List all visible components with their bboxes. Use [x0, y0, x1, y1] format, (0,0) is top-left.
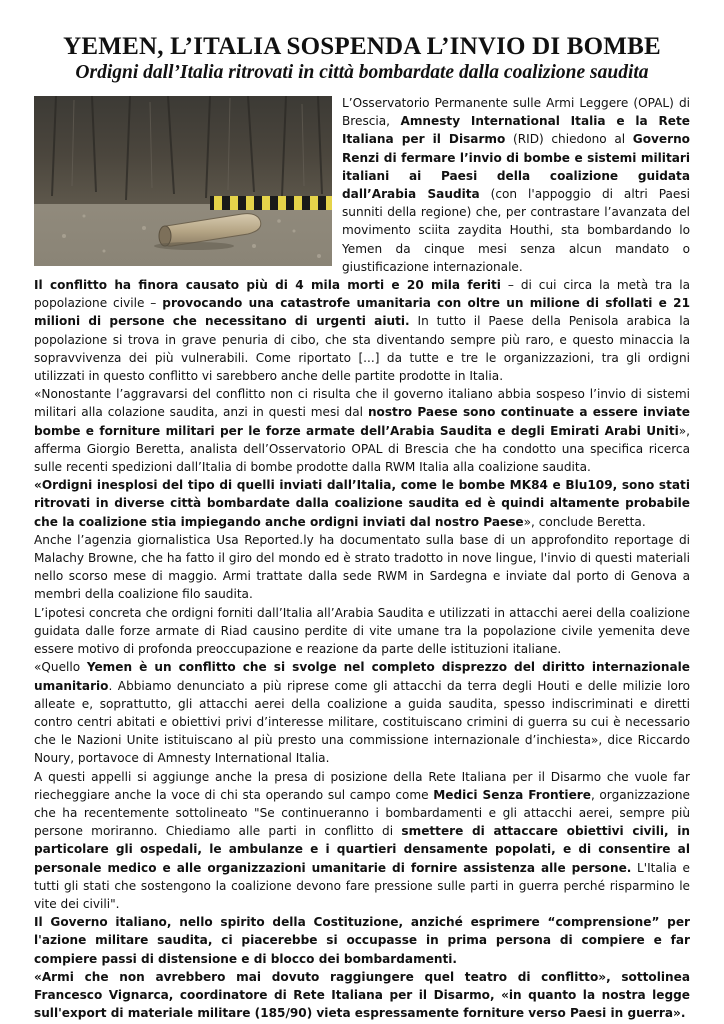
- paragraph-2: Il conflitto ha finora causato più di 4 mila morti e 20 mila feriti – di cui circa la metà tra la popolazione civile – provocando una catastrofe umanitaria con oltre un milione di sfollati e 21 milioni di persone che necessitano di urgenti aiuti. In tutto il Paese della Penisola arabica la popolazione si trova in grave penuria di cibo, che sta diventando sempre più raro, e questo minaccia la sopravvivenza dei più vulnerabili. Come riportato [...] da tutte e tre le organizzazioni, tra gli ordigni utilizzati in questo conflitto vi sarebbero anche delle partite prodotte in Italia.: [34, 278, 691, 384]
- page-title: YEMEN, L’ITALIA SOSPENDA L’INVIO DI BOMBE: [63, 33, 661, 60]
- document-page: [34, 32, 690, 1022]
- paragraph-5: Anche l’agenzia giornalistica Usa Reported.ly ha documentato sulla base di un approfondito reportage di Malachy Browne, che ha fatto il giro del mondo ed è strato tradotto in nove lingue, l'invio di questi materiali nello scorso mese di maggio. Armi trattate dalla sede RWM in Sardegna e inviate dal porto di Genova a membri della coalizione filo saudita.: [34, 532, 690, 602]
- bomb-on-ground-photo: [34, 96, 332, 266]
- article-body: [34, 94, 690, 1022]
- paragraph-6: L’ipotesi concreta che ordigni forniti dall’Italia all’Arabia Saudita e utilizzati in attacchi aerei della coalizione guidata dalle forze armate di Riad causino perdite di vite umane tra la popolazione civile yemenita deve essere motivo di profonda preoccupazione e reazione da parte delle istituzioni italiane.: [34, 605, 690, 657]
- paragraph-3: «Nonostante l’aggravarsi del conflitto non ci risulta che il governo italiano abbia sospeso l’invio di sistemi militari alla colazione saudita, anzi in questi mesi dal nostro Paese sono continuate a essere inviate bombe e forniture militari per le forze armate dell’Arabia Saudita e degli Emirati Arabi Uniti», afferma Giorgio Beretta, analista dell’Osservatorio OPAL di Brescia che ha condotto una specifica ricerca sulle recenti spedizioni dall’Italia di bombe prodotte dalla RWM Italia alla coalizione saudita.: [34, 387, 690, 475]
- paragraph-4: «Ordigni inesplosi del tipo di quelli inviati dall’Italia, come le bombe MK84 e Blu109, sono stati ritrovati in diverse città bombardate dalla coalizione saudita ed è quindi altamente probabile che la coalizione stia impiegando anche ordigni inviati dal nostro Paese», conclude Beretta.: [34, 478, 690, 529]
- paragraph-9: Il Governo italiano, nello spirito della Costituzione, anziché esprimere “comprensione” per l'azione militare saudita, ci piacerebbe si occupasse in prima persona di compiere e far compiere passi di distensione e di blocco dei bombardamenti.: [34, 915, 690, 966]
- page-subtitle: Ordigni dall’Italia ritrovati in città bombardate dalla coalizione saudita: [75, 62, 649, 83]
- paragraph-7: «Quello Yemen è un conflitto che si svolge nel completo disprezzo del diritto internazionale umanitario. Abbiamo denunciato a più riprese come gli attacchi da terra degli Houti e delle milizie loro alleate e, soprattutto, gli attacchi aerei della coalizione a guida saudita, spesso indiscriminati e diretti contro centri abitati e obiettivi privi d’interesse militare, costituiscano crimini di guerra su cui è necessario che le Nazioni Unite istituiscano al più presto una commissione internazionale d’inchiesta», dice Riccardo Noury, portavoce di Amnesty International Italia.: [34, 660, 690, 766]
- paragraph-10: «Armi che non avrebbero mai dovuto raggiungere quel teatro di conflitto», sottolinea Francesco Vignarca, coordinatore di Rete Italiana per il Disarmo, «in quanto la nostra legge sull'export di materiale militare (185/90) vieta espressamente forniture verso Paesi in guerra».: [34, 969, 690, 1021]
- paragraph-8: A questi appelli si aggiunge anche la presa di posizione della Rete Italiana per il Disarmo che vuole far riecheggiare anche la voce di chi sta operando sul campo come Medici Senza Frontiere, organizzazione che ha recentemente sottolineato "Se continueranno i bombardamenti e gli attacchi aerei, sempre più persone moriranno. Chiediamo alle parti in conflitto di smettere di attaccare obiettivi civili, in particolare gli ospedali, le ambulanze e i quartieri densamente popolati, e di consentire al personale medico e alle organizzazioni umanitarie di fornire assistenza alle persone. L'Italia e tutti gli stati che sostengono la coalizione devono fare pressione sulle parti in guerra perché risparmino le vite dei civili".: [34, 769, 690, 911]
- paragraph-1: L’Osservatorio Permanente sulle Armi Leggere (OPAL) di Brescia, Amnesty International Italia e la Rete Italiana per il Disarmo (RID) chiedono al Governo Renzi di fermare l’invio di bombe e sistemi militari italiani ai Paesi della coalizione guidata dall’Arabia Saudita (con l'appoggio di altri Paesi sunniti della regione) che, per contrastare l’avanzata del movimento sciita zaydita Houthi, sta bombardando lo Yemen da cinque mesi senza alcun mandato o giustificazione internazionale.: [342, 96, 690, 274]
